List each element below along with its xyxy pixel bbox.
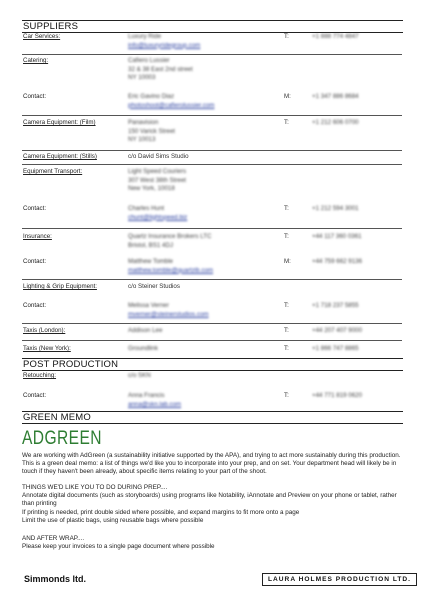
retouching-contact-email[interactable]: anna@skn.lab.com [128,400,182,408]
catering-address-2: NY 10003 [128,74,156,81]
camera-film-address-2: NY 10013 [128,136,156,143]
taxis-ny-label: Taxis (New York): [23,345,71,352]
memo-after-item: Please keep your invoices to a single page document where possible [22,543,215,551]
taxis-ny-phone: +1 866 747 8865 [312,345,359,352]
divider [22,150,402,151]
taxis-ny-value: Groundlink [128,345,158,352]
insurance-t-label: T: [284,233,289,240]
taxis-ny-t-label: T: [284,345,289,352]
transport-contact-email[interactable]: chunt@lightspeed.biz [128,213,188,221]
lighting-contact-name: Melissa Verner [128,302,169,309]
car-services-company: Luxury Ride [128,33,162,40]
retouching-label: Retouching: [23,372,57,379]
insurance-label: Insurance: [23,233,52,240]
catering-contact-name: Eric Gavino Diaz [128,93,175,100]
memo-during-item: Limit the use of plastic bags, using reusable bags where possible [22,516,204,524]
transport-address-2: New York, 10018 [128,185,175,192]
catering-mobile: +1 347 886 8684 [312,93,359,100]
divider [22,340,402,341]
divider [22,164,402,165]
catering-m-label: M: [284,93,291,100]
camera-film-phone: +1 212 606 0700 [312,119,359,126]
car-services-t-label: T: [284,33,289,40]
insurance-contact-label: Contact: [23,258,47,265]
car-services-phone: +1 888 774 4847 [312,33,359,40]
lighting-t-label: T: [284,302,289,309]
memo-intro [22,452,404,477]
insurance-phone: +44 117 360 0361 [312,233,362,240]
divider [22,279,402,280]
memo-intro-text: We are working with AdGreen (a sustainability initiative supported by the APA), and trying to act more sustainably during this production. This is a green deal memo: a list of things we'd like you to incorporate into your prep, and on set. Your department head will likely be in touch if they haven't been already, about specific items relating to your part of the shoot. [22,452,401,476]
divider [22,323,402,324]
camera-film-address-1: 150 Varick Street [128,127,176,135]
memo-during-item: Annotate digital documents (such as storyboards) using programs like Notability, iAnnotate and Preview on your phone or tablet, rather than printing [22,492,397,508]
transport-phone: +1 212 594 3001 [312,205,359,212]
camera-stills-value: c/o David Sims Studio [128,153,189,160]
memo-after-heading: AND AFTER WRAP.... [22,535,85,542]
retouching-phone: +44 771 819 0620 [312,392,363,399]
camera-film-t-label: T: [284,119,289,126]
memo-during-section [22,484,404,525]
insurance-company: Quartz Insurance Brokers LTC [128,233,212,240]
taxis-london-value: Addison Lee [128,327,163,334]
transport-company: Light Speed Couriers [128,168,187,175]
retouching-contact-label: Contact: [23,392,47,399]
insurance-address-1: Bristol, BS1 4DJ [128,241,174,249]
memo-during-item: If printing is needed, print double sided where possible, and expand margins to fit more onto a page [22,508,300,516]
catering-label: Catering: [23,57,49,64]
lighting-phone: +1 718 237 5855 [312,302,359,309]
transport-label: Equipment Transport: [23,168,83,175]
camera-stills-label: Camera Equipment: (Stills) [23,153,97,160]
catering-address-1: 32 & 38 East 2nd street [128,65,193,73]
insurance-contact-email[interactable]: matthew.tomble@quartzib.com [128,266,214,274]
footer-production-company: LAURA HOLMES PRODUCTION LTD. [262,573,417,586]
transport-t-label: T: [284,205,289,212]
camera-film-label: Camera Equipment: (Film) [23,119,96,126]
taxis-london-phone: +44 207 407 9000 [312,327,363,334]
catering-contact-email[interactable]: photoshoot@cafierolussier.com [128,101,215,109]
green-memo-heading: GREEN MEMO [22,411,403,424]
footer-client-name: Simmonds ltd. [24,574,87,584]
retouching-contact-name: Anna Francis [128,392,165,399]
memo-during-heading: THINGS WE'D LIKE YOU TO DO DURING PREP.... [22,484,168,491]
suppliers-heading: SUPPLIERS [22,20,403,33]
catering-company: Cafiero Lussier [128,57,170,64]
camera-film-company: Panavision [128,119,159,126]
divider [22,115,402,116]
catering-contact-label: Contact: [23,93,47,100]
taxis-london-t-label: T: [284,327,289,334]
divider [22,54,402,55]
lighting-label: Lighting & Grip Equipment: [23,283,97,290]
lighting-value: c/o Steiner Studios [128,283,180,290]
post-production-heading: POST PRODUCTION [22,358,403,371]
car-services-label: Car Services: [23,33,61,40]
memo-after-section [22,535,404,551]
transport-contact-label: Contact: [23,205,47,212]
taxis-london-label: Taxis (London): [23,327,66,334]
lighting-contact-email[interactable]: mverner@steinerstudios.com [128,310,209,318]
insurance-m-label: M: [284,258,291,265]
adgreen-logo: ADGREEN [22,428,102,449]
insurance-mobile: +44 759 662 9136 [312,258,363,265]
divider [22,228,402,229]
lighting-contact-label: Contact: [23,302,47,309]
insurance-contact-name: Matthew Tomble [128,258,173,265]
retouching-t-label: T: [284,392,289,399]
transport-contact-name: Charles Hunt [128,205,165,212]
car-services-email[interactable]: info@luxuryridegroup.com [128,41,201,49]
transport-address-1: 307 West 38th Street [128,176,187,184]
retouching-value: c/o SKN [128,372,151,379]
